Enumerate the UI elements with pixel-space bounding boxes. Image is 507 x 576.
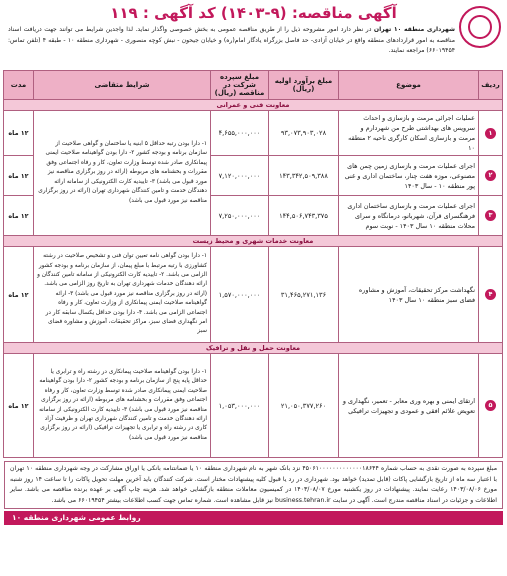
tender-table [3, 70, 503, 458]
row-estimate: ۱۴۳,۳۴۲,۵۰۹,۳۸۸ [269, 156, 339, 196]
row-radif: ۲ [479, 156, 503, 196]
notes-text-1: مبلغ سپرده به صورت نقدی به حساب شماره [380, 465, 498, 472]
row-deposit: ۱,۰۵۳,۰۰۰,۰۰۰ [211, 354, 269, 458]
row-subject: نگهداشت مرکز تحقیقات، آموزش و مشاوره فضای سبز منطقه ۱۰ سال ۱۴۰۳ [339, 247, 479, 343]
row-radif: ۱ [479, 111, 503, 156]
table-row [4, 111, 503, 156]
row-estimate: ۱۴۴,۵۰۶,۷۴۳,۳۷۵ [269, 196, 339, 236]
row-subject: اجرای عملیات مرمت و بازسازی زمین چمن های مصنوعی، موزه هفت چنار، ساختمان اداری و غنی پور منطقه ۱۰ - سال ۱۴۰۳ [339, 156, 479, 196]
row-radif: ۵ [479, 354, 503, 458]
row-subject: اجرای عملیات مرمت و بازسازی ساختمان اداری فرهنگسرای قرآن، شهربانو، درمانگاه و سرای محلات منطقه ۱۰ سال ۱۴۰۳ - نوبت سوم [339, 196, 479, 236]
header-subject: موضوع [339, 71, 479, 100]
tender-notes [4, 461, 503, 509]
row-deposit: ۴,۶۵۵,۰۰۰,۰۰۰ [211, 111, 269, 156]
row-duration: ۱۲ ماه [4, 196, 34, 236]
row-deposit: ۷,۱۲۰,۰۰۰,۰۰۰ [211, 156, 269, 196]
notes-deadline-date: ۱۴۰۳/۰۸/۰۶ [450, 486, 481, 494]
notes-text-2: نزد بانک شهر به نام شهرداری منطقه ۱۰ یا ضمانتنامه بانکی یا اوراق مشارکت در وجه شهرداری منطقه ۱۰ تهران با اعتبار سه ماه از تاریخ بازگشایی پاکات (قابل تمدید) خواهد بود. شهرداری در رد یا قبول کلیه پیشنهادات مختار است. شرکت کنندگان باید آخرین مهلت تحویل پاکات را تا ساعت ۱۴ روز شنبه مورخ [10, 465, 498, 494]
announcement-title: آگهی مناقصه: (۹-۱۴۰۳) کد آگهی : ۱۱۹ [110, 4, 397, 22]
table-row [4, 247, 503, 343]
notes-website-link[interactable]: business.tehran.ir [275, 496, 331, 504]
row-duration: ۱۲ ماه [4, 354, 34, 458]
header-conditions: شرایط متقاضی [34, 71, 211, 100]
notes-account-number: ۴۵۰۶۱۰۰۰۰۰۰۰۰۰۰۰۰۰۱۸۶۴۴ [302, 465, 379, 472]
row-subject: عملیات اجرائی مرمت و بازسازی و احداث سرویس های بهداشتی طرح من شهردارم و مرمت و بازسازی اسکان کارگری ناحیه ۲ منطقه ۱۰ [339, 111, 479, 156]
intro-text: در نظر دارد امور مشروحه ذیل را از طریق مناقصه عمومی به بخش خصوصی واگذار نماید. لذا واجدین شرایط می توانند جهت دریافت اسناد مناقصه به امور قراردادهای منطقه واقع در خیابان آزادی- حد فاصل بزرگراه یادگار امام(ره) و خیابان جیحون - نبش کوچه منصوری - شهرداری منطقه ۱۰ - طبقه ۴ (تلفن تماس: ۶۶۰۱۹۴۵۴) مراجعه نمایند. [8, 26, 455, 54]
row-estimate: ۹۳,۰۷۳,۹۰۳,۰۲۸ [269, 111, 339, 156]
header-radif: ردیف [479, 71, 503, 100]
header-duration: مدت [4, 71, 34, 100]
row-estimate: ۲۱,۰۵۰,۳۷۷,۲۶۰ [269, 354, 339, 458]
notes-text-3: رعایت نمایند. پیشنهادات در روز یکشنبه مورخ [327, 486, 448, 494]
section-row-urban-services [4, 236, 503, 247]
table-header-row [4, 71, 503, 100]
announcement-intro [8, 25, 455, 57]
header-deposit: مبلغ سپرده شرکت در مناقصه (ریال) [211, 71, 269, 100]
section-row-transport [4, 343, 503, 354]
municipality-logo-icon [459, 6, 501, 48]
row-duration: ۱۲ ماه [4, 111, 34, 156]
row-deposit: ۷,۲۵۰,۰۰۰,۰۰۰ [211, 196, 269, 236]
section-title: معاونت فنی و عمرانی [4, 100, 503, 111]
row-duration: ۱۲ ماه [4, 247, 34, 343]
row-radif: ۴ [479, 247, 503, 343]
row-radif: ۳ [479, 196, 503, 236]
notes-opening-date: ۱۴۰۳/۰۸/۰۷ [293, 486, 325, 494]
intro-municipality-name: شهرداری منطقه ۱۰ تهران [373, 26, 456, 33]
row-conditions: ۱- دارا بودن رتبه حداقل ۵ ابنیه یا ساختمان و گواهی صلاحیت از سازمان برنامه و بودجه کشور ۲- دارا بودن گواهینامه صلاحیت ایمنی پیمانکاری صادر شده توسط وزارت تعاون، کار و رفاه اجتماعی وفق مقررات و بخشنامه های مربوطه (ارائه در روز برگزاری مناقصه نیز مورد قبول می باشد) ۳- تاییدیه کارت الکترونیکی از سامانه ارائه دهندگان خدمت و تامین کنندگان شهرداری تهران (ارائه در روز برگزاری مناقصه نیز مورد قبول می باشد) [34, 111, 211, 236]
row-deposit: ۱,۵۷۰,۰۰۰,۰۰۰ [211, 247, 269, 343]
row-conditions: ۱- دارا بودن گواهی نامه تعیین توان فنی و تشخیص صلاحیت در رشته کشاورزی با رتبه مرتبط با مبلغ پیمان، از سازمان برنامه و بودجه کشور الزامی می باشد. ۲- تاییدیه کارت الکترونیکی از سامانه تامین کنندگان و ارائه دهندگان خدمات شهرداری تهران به تاریخ روز الزامی می باشد. (ارائه در روز برگزاری مناقصه نیز مورد قبول می باشد) ۳- ارائه گواهینامه صلاحیت ایمنی پیمانکاری از وزارت تعاون، کار و رفاه اجتماعی الزامی می باشد. ۴- دارا بودن حداقل یکسال سابقه کار در امر نگهداری فضای سبز، مراکز تحقیقات، آموزش و مشاوره فضای سبز [34, 247, 211, 343]
row-subject: ارتقای ایمنی و بهره وری معابر - تعمیر، نگهداری و تعویض علائم افقی و عمودی و تجهیزات ترافیکی [339, 354, 479, 458]
row-estimate: ۳۱,۴۶۵,۲۷۱,۱۳۶ [269, 247, 339, 343]
notes-text-5: نیز قابل مشاهده است. شماره تماس جهت کسب اطلاعات بیشتر ۶۶۰۱۹۴۵۴ می باشد. [51, 496, 274, 504]
section-title: معاونت حمل و نقل و ترافیک [4, 343, 503, 354]
notes-text-4: در کمیسیون معاملات منطقه بازگشایی خواهد شد. هزینه چاپ آگهی بر عهده برنده مناقصه می باشد. سایر اطلاعات و جزئیات در اسناد مناقصه مندرج است. آگهی در سایت [10, 486, 497, 504]
announcement-header [4, 4, 503, 70]
section-title: معاونت خدمات شهری و محیط زیست [4, 236, 503, 247]
header-estimate: مبلغ برآورد اولیه (ریال) [269, 71, 339, 100]
section-row-technical [4, 100, 503, 111]
table-row [4, 354, 503, 458]
row-conditions: ۱- دارا بودن گواهینامه صلاحیت پیمانکاری در رشته راه و ترابری یا حداقل پایه پنج از سازمان برنامه و بودجه کشور ۲- دارا بودن گواهینامه صلاحیت ایمنی پیمانکاری صادر شده توسط وزارت تعاون، کار و رفاه اجتماعی وفق مقررات و بخشنامه های مربوطه (ارائه در روز برگزاری مناقصه نیز مورد قبول می باشد) ۳- تاییدیه کارت الکترونیکی از سامانه ارائه دهندگان خدمت و تامین کنندگان شهرداری تهران و ظرفیت آزاد کاری در رشته راه و ترابری یا تجهیزات ترافیکی (ارائه در روز برگزاری مناقصه نیز مورد قبول می باشد) [34, 354, 211, 458]
footer-public-relations: روابط عمومی شهرداری منطقه ۱۰ [4, 511, 503, 525]
row-duration: ۱۲ ماه [4, 156, 34, 196]
